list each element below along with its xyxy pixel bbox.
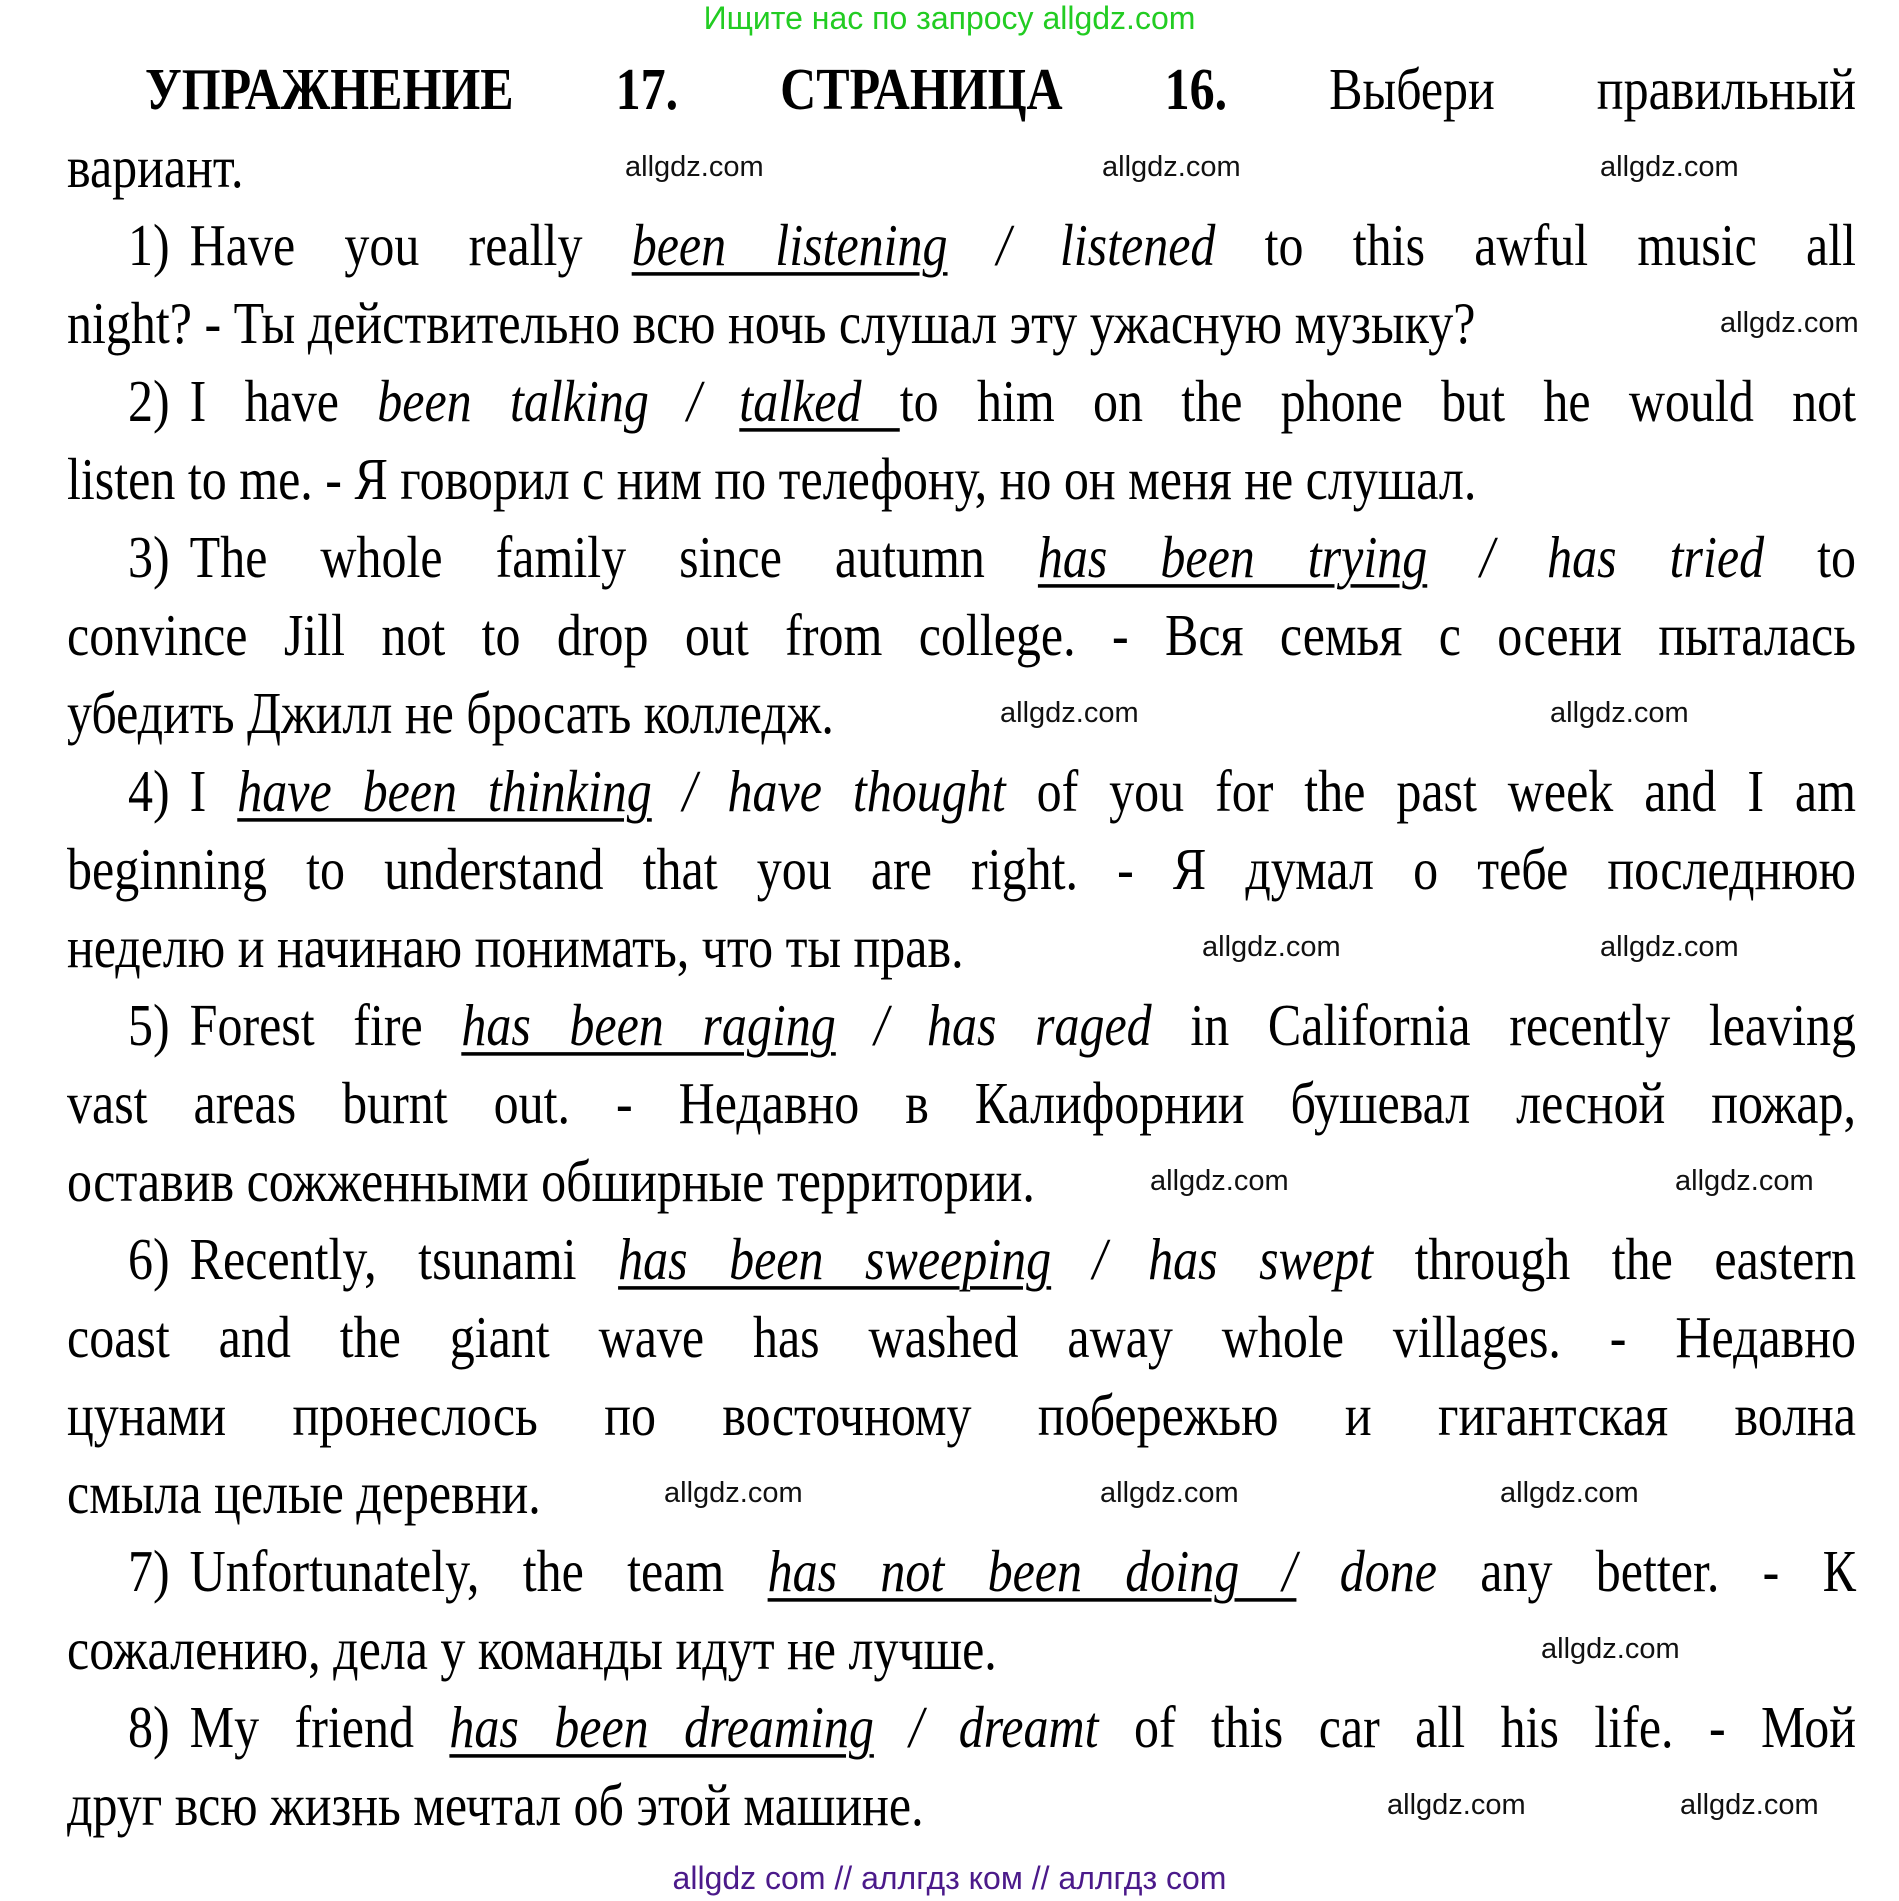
text-segment: vast areas burnt out. - Недавно в Калифорнии бушевал лесной пожар, xyxy=(67,1069,1856,1137)
text-segment: I xyxy=(189,757,238,825)
search-hint-banner: Ищите нас по запросу allgdz.com xyxy=(703,0,1196,36)
item-number: 6) xyxy=(128,1225,170,1293)
text-segment: coast and the giant wave has washed away whole villages. - Недавно xyxy=(67,1303,1856,1371)
correct-answer: has been trying xyxy=(1037,523,1428,591)
correct-answer: has been dreaming xyxy=(449,1693,874,1761)
text-segment: вариант. xyxy=(67,133,244,201)
text-segment: I have xyxy=(189,367,378,435)
watermark: allgdz.com xyxy=(1100,1477,1239,1509)
alternative-option: / has raged xyxy=(835,991,1191,1059)
text-line xyxy=(67,1759,1856,1851)
watermark: allgdz.com xyxy=(1675,1165,1814,1197)
text-segment: Forest fire xyxy=(189,991,462,1059)
text-segment: night? - Ты действительно всю ночь слушал эту ужасную музыку? xyxy=(67,289,1476,357)
text-segment: Выбери правильный xyxy=(1329,55,1856,123)
watermark: allgdz.com xyxy=(664,1477,803,1509)
alternative-option: / has tried xyxy=(1427,523,1818,591)
watermark: allgdz.com xyxy=(1000,697,1139,729)
watermark: allgdz.com xyxy=(1150,1165,1289,1197)
watermark: allgdz.com xyxy=(1600,151,1739,183)
correct-answer: has not been doing / xyxy=(767,1537,1297,1605)
text-segment: цунами пронеслось по восточному побережью и гигантская волна xyxy=(67,1381,1856,1449)
item-number: 1) xyxy=(128,211,170,279)
correct-answer: has been sweeping xyxy=(618,1225,1052,1293)
text-segment: Have you really xyxy=(189,211,632,279)
item-number: 3) xyxy=(128,523,170,591)
watermark: allgdz.com xyxy=(1541,1633,1680,1665)
alternative-option: / has swept xyxy=(1051,1225,1415,1293)
alternative-option: / have thought xyxy=(651,757,1037,825)
text-segment: to him on the phone but he would not xyxy=(899,367,1856,435)
watermark: allgdz.com xyxy=(1387,1789,1526,1821)
text-segment: beginning to understand that you are right. - Я думал о тебе последнюю xyxy=(67,835,1856,903)
text-segment: оставив сожженными обширные территории. xyxy=(67,1147,1035,1215)
alternative-option: / dreamt xyxy=(873,1693,1134,1761)
watermark: allgdz.com xyxy=(1550,697,1689,729)
text-segment: convince Jill not to drop out from college. - Вся семья с осени пыталась xyxy=(67,601,1856,669)
text-segment: Unfortunately, the team xyxy=(189,1537,768,1605)
text-segment: in California recently leaving xyxy=(1190,991,1857,1059)
correct-answer: talked xyxy=(739,367,900,435)
text-segment: to xyxy=(1817,523,1856,591)
text-segment: My friend xyxy=(189,1693,450,1761)
watermark: allgdz.com xyxy=(1202,931,1341,963)
correct-answer: has been raging xyxy=(461,991,836,1059)
alternative-option: been talking / xyxy=(377,367,740,435)
text-segment: The whole family since autumn xyxy=(189,523,1038,591)
watermark: allgdz.com xyxy=(1680,1789,1819,1821)
watermark: allgdz.com xyxy=(1720,307,1859,339)
text-segment: listen to me. - Я говорил с ним по телефону, но он меня не слушал. xyxy=(67,445,1477,513)
footer-site-names: allgdz com // аллгдз ком // аллгдз com xyxy=(672,1860,1227,1896)
item-number: 5) xyxy=(128,991,170,1059)
watermark: allgdz.com xyxy=(1600,931,1739,963)
text-segment: смыла целые деревни. xyxy=(67,1459,541,1527)
item-number: 4) xyxy=(128,757,170,825)
item-number: 8) xyxy=(128,1693,170,1761)
text-segment: of this car all his life. - Мой xyxy=(1133,1693,1857,1761)
text-segment: друг всю жизнь мечтал об этой машине. xyxy=(67,1771,924,1839)
text-segment: сожалению, дела у команды идут не лучше. xyxy=(67,1615,997,1683)
text-segment: through the eastern xyxy=(1414,1225,1856,1293)
text-segment: Recently, tsunami xyxy=(189,1225,619,1293)
text-segment: of you for the past week and I am xyxy=(1036,757,1857,825)
alternative-option: / listened xyxy=(947,211,1265,279)
watermark: allgdz.com xyxy=(625,151,764,183)
correct-answer: have been thinking xyxy=(237,757,652,825)
correct-answer: been listening xyxy=(631,211,948,279)
text-segment: to this awful music all xyxy=(1264,211,1856,279)
watermark: allgdz.com xyxy=(1102,151,1241,183)
item-number: 7) xyxy=(128,1537,170,1605)
text-segment: неделю и начинаю понимать, что ты прав. xyxy=(67,913,964,981)
alternative-option: done xyxy=(1296,1537,1481,1605)
watermark: allgdz.com xyxy=(1500,1477,1639,1509)
text-segment: УПРАЖНЕНИЕ 17. СТРАНИЦА 16. xyxy=(145,55,1330,123)
item-number: 2) xyxy=(128,367,170,435)
text-segment: убедить Джилл не бросать колледж. xyxy=(67,679,834,747)
text-segment: any better. - К xyxy=(1480,1537,1856,1605)
